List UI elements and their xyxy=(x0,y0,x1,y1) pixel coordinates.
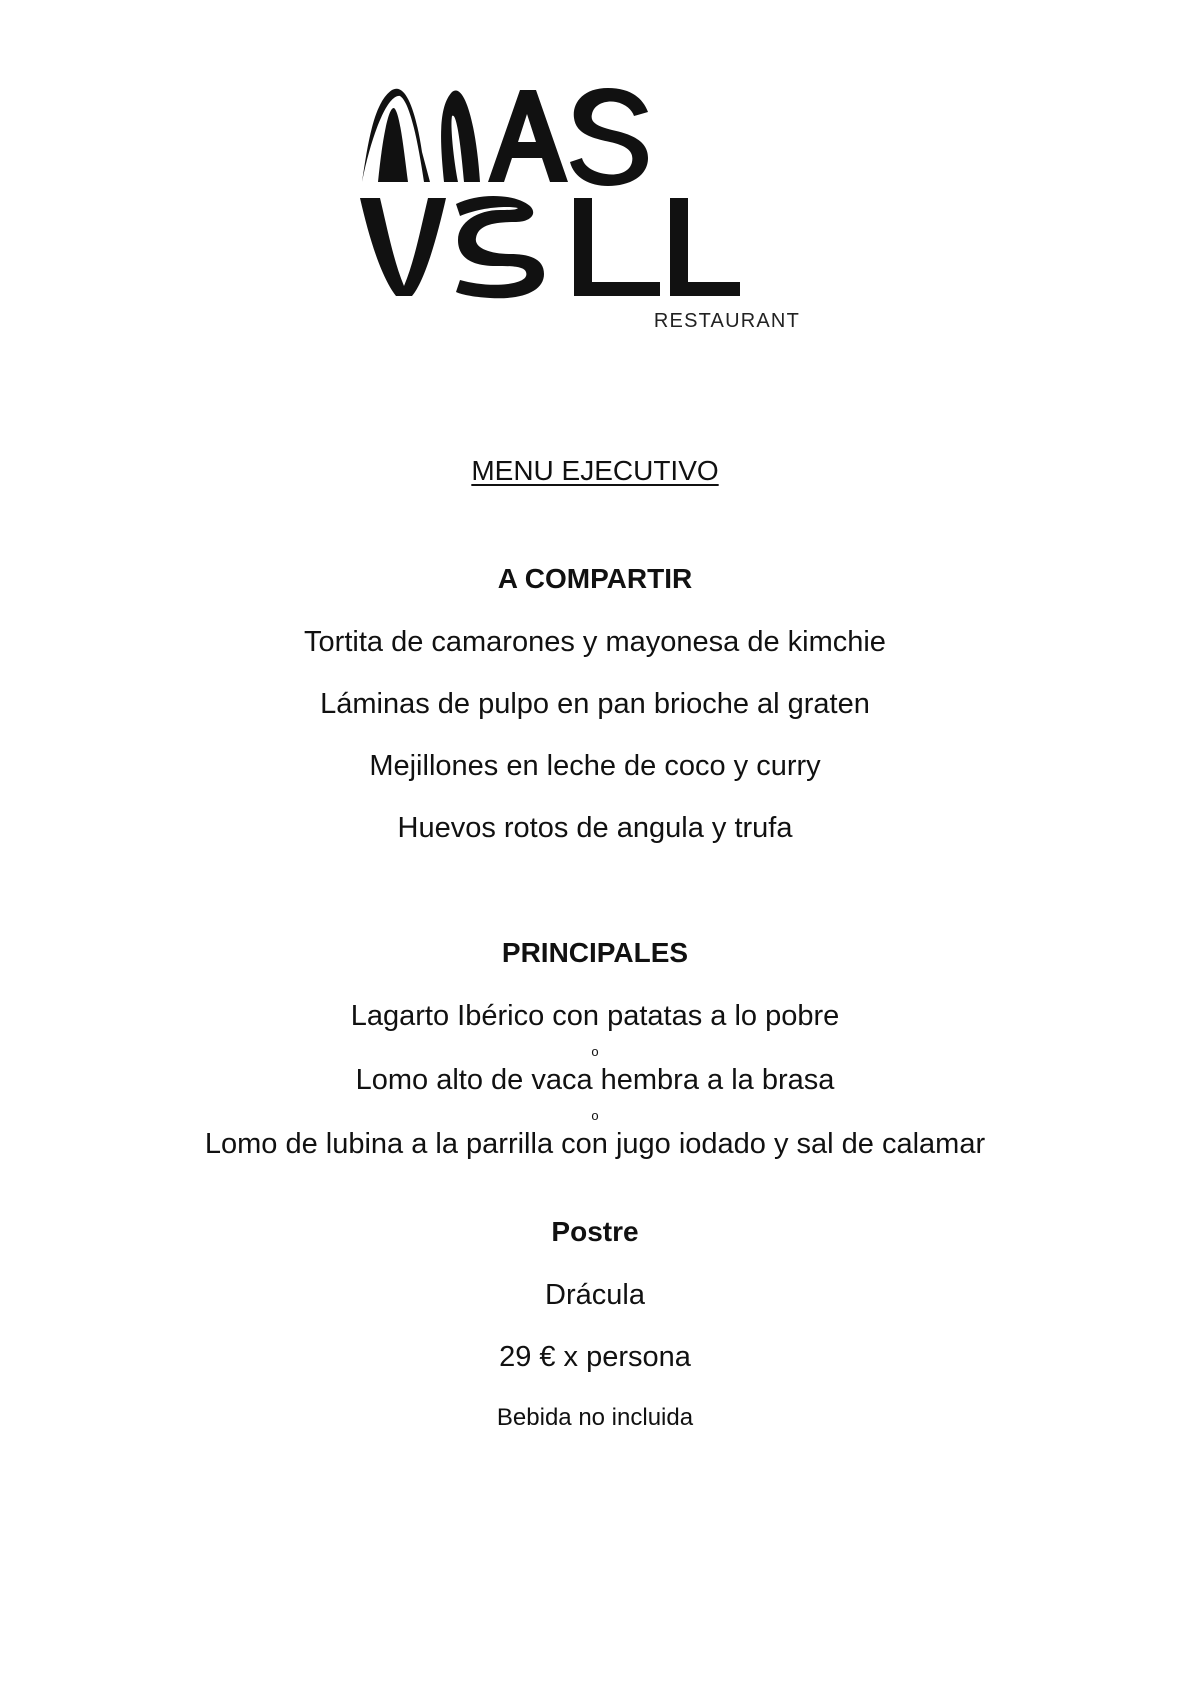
option-separator: o xyxy=(591,1108,599,1123)
dish-item: Lagarto Ibérico con patatas a lo pobre xyxy=(350,1000,840,1032)
dish-item: Huevos rotos de angula y trufa xyxy=(397,812,793,844)
menu-title: MENU EJECUTIVO xyxy=(471,455,719,486)
dish-item: Mejillones en leche de coco y curry xyxy=(369,750,821,782)
dish-item: Lomo alto de vaca hembra a la brasa xyxy=(355,1064,835,1096)
dish-item: Tortita de camarones y mayonesa de kimchie xyxy=(304,626,886,658)
section-heading-compartir: A COMPARTIR xyxy=(497,563,693,594)
restaurant-logo xyxy=(360,82,800,352)
section-heading-principales: PRINCIPALES xyxy=(501,937,689,968)
logo-subtitle: RESTAURANT xyxy=(653,310,800,332)
dish-item: Lomo de lubina a la parrilla con jugo iodado y sal de calamar xyxy=(204,1128,986,1160)
drinks-note: Bebida no incluida xyxy=(496,1404,694,1431)
menu-price: 29 € x persona xyxy=(499,1341,691,1373)
dish-item: Drácula xyxy=(545,1279,645,1311)
dish-item: Láminas de pulpo en pan brioche al graten xyxy=(320,688,870,720)
option-separator: o xyxy=(591,1044,599,1059)
section-heading-postre: Postre xyxy=(551,1216,639,1247)
